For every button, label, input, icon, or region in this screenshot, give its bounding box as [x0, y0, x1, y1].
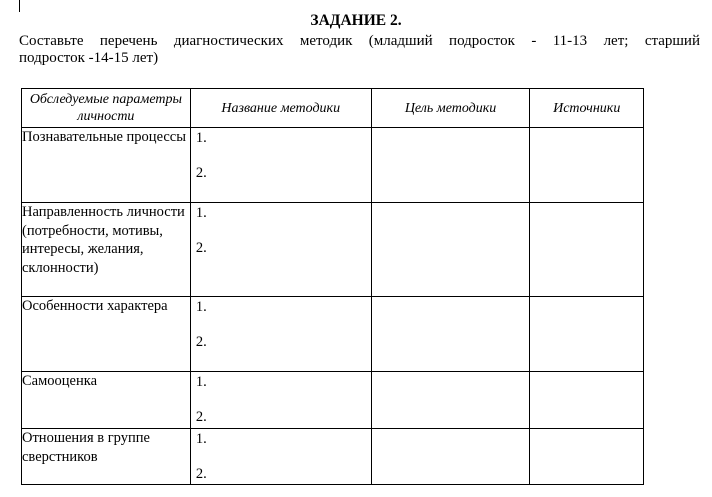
- item-number: 1.: [195, 299, 207, 315]
- task-instructions: [19, 33, 700, 67]
- header-sources: Источники: [530, 89, 644, 128]
- header-parameters: Обследуемые параметры личности: [22, 89, 191, 128]
- task-title: ЗАДАНИЕ 2.: [310, 12, 402, 29]
- item-number: 2.: [195, 165, 207, 181]
- sources-cell[interactable]: [530, 429, 644, 485]
- item-number: 2.: [195, 466, 207, 482]
- sources-cell[interactable]: [530, 128, 644, 203]
- sources-cell[interactable]: [530, 372, 644, 429]
- item-number: 1.: [195, 205, 207, 221]
- method-name-cell[interactable]: [190, 203, 371, 297]
- item-number: 1.: [195, 431, 207, 447]
- method-name-cell[interactable]: [190, 297, 371, 372]
- method-goal-cell[interactable]: [371, 203, 530, 297]
- method-goal-cell[interactable]: [371, 372, 530, 429]
- method-name-cell[interactable]: [190, 429, 371, 485]
- method-name-cell[interactable]: [190, 128, 371, 203]
- param-cell: Отношения в группе сверстников: [22, 429, 191, 485]
- table-header-row: [22, 89, 644, 128]
- item-number: 1.: [195, 374, 207, 390]
- sources-cell[interactable]: [530, 297, 644, 372]
- text-cursor: [19, 0, 20, 12]
- method-goal-cell[interactable]: [371, 429, 530, 485]
- methods-table: [21, 88, 644, 485]
- param-cell: Самооценка: [22, 372, 191, 429]
- param-cell: Особенности характера: [22, 297, 191, 372]
- table-row: [22, 372, 644, 429]
- param-cell: Познавательные процессы: [22, 128, 191, 203]
- table-row: [22, 128, 644, 203]
- item-number: 1.: [195, 130, 207, 146]
- method-name-cell[interactable]: [190, 372, 371, 429]
- task-instructions-line-1: Составьте перечень диагностических методик (младший подросток - 11-13 лет; старший: [19, 33, 700, 49]
- item-number: 2.: [195, 240, 207, 256]
- method-goal-cell[interactable]: [371, 128, 530, 203]
- method-goal-cell[interactable]: [371, 297, 530, 372]
- table-row: [22, 429, 644, 485]
- header-method-name: Название методики: [190, 89, 371, 128]
- task-instructions-line-2: подросток -14-15 лет): [19, 50, 159, 66]
- table-row: [22, 297, 644, 372]
- header-method-goal: Цель методики: [371, 89, 530, 128]
- item-number: 2.: [195, 334, 207, 350]
- item-number: 2.: [195, 409, 207, 425]
- param-cell: Направленность личности (потребности, мотивы, интересы, желания, склонности): [22, 203, 191, 297]
- table-row: [22, 203, 644, 297]
- sources-cell[interactable]: [530, 203, 644, 297]
